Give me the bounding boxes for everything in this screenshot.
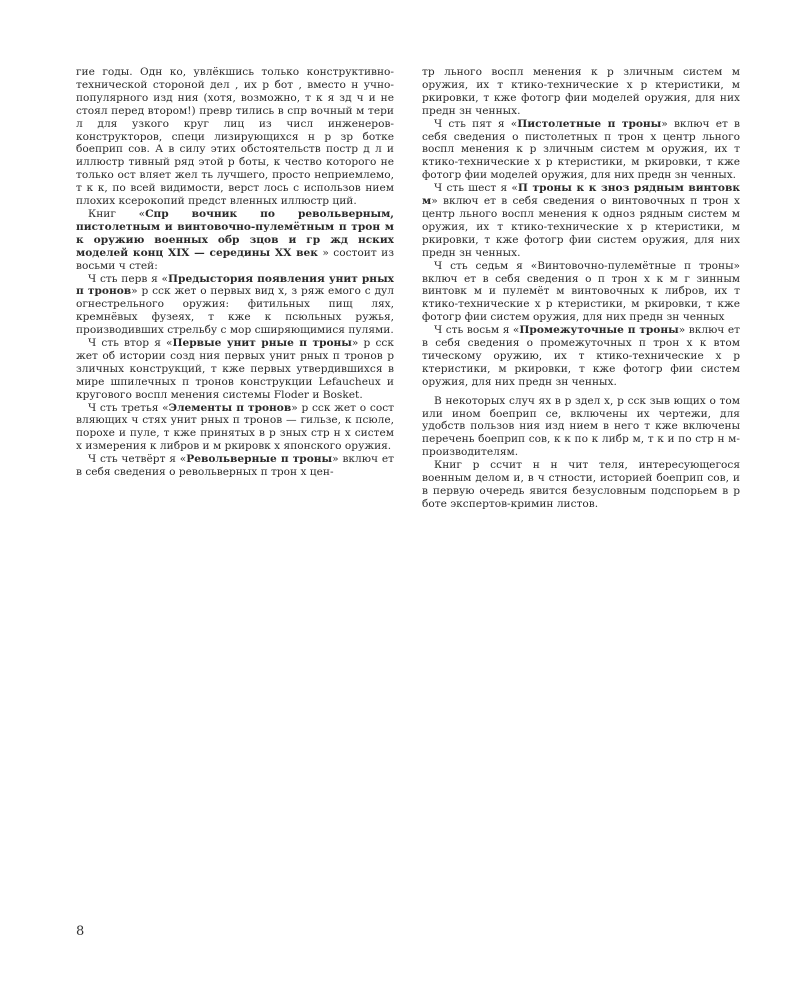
part-6-pre: Ч сть шест я « <box>434 182 518 195</box>
paragraph-part-4 <box>76 453 394 479</box>
part-3-post: » р сск жет о сост вляющих ч стях унит рных п тронов — гильзе, к псюле, порохе и пуле, т кже принятых в р зных стр н х систем х измерения к либров и м ркировк х японского оружия. <box>76 401 394 453</box>
part-6-title: П троны к к зноз рядным винтовк м <box>422 182 741 208</box>
part-8-pre: Ч сть восьм я « <box>434 324 520 337</box>
part-6-post: » включ ет в себя сведения о винтовочных п трон х центр льного воспл менения к одноз рядным систем м оружия, их т ктико-технические х р ктеристики, м ркировки, т кже фотогр фии систем оружия, для них предн зн ченных. <box>422 195 740 259</box>
left-column <box>76 66 394 479</box>
part-1-pre: Ч сть перв я « <box>88 272 169 285</box>
part-5-post: » включ ет в себя сведения о пистолетных п трон х центр льного воспл менения к р зличным систем м оружия, их т ктико-технические х р ктеристики, м ркировки, т кже фотогр фии моделей оружия, для них предн зн ченных. <box>422 117 740 182</box>
part-2-title: Первые унит рные п троны <box>172 337 352 350</box>
paragraph-part-1 <box>76 273 394 338</box>
paragraph-part-2 <box>76 337 394 402</box>
right-column <box>422 66 740 511</box>
paragraph-part-7: Ч сть седьм я «Винтовочно-пулемётные п троны» включ ет в себя сведения о п трон х к м г зинным винтовк м и пулемёт м винтовочных к либров, их т ктико-технические х р ктеристики, м ркировки, т кже фотогр фии систем оружия, для них предн зн ченных <box>422 259 740 324</box>
paragraph-part-4-continuation: тр льного воспл менения к р зличным систем м оружия, их т ктико-технические х р ктеристики, м ркировки, т кже фотогр фии моделей оружия, для них предн зн ченных. <box>422 66 740 117</box>
paragraph-part-5 <box>422 118 740 183</box>
paragraph-audience: Книг р ссчит н н чит теля, интересующегося военным делом и, в ч стности, историей боеприп сов, и в первую очередь явится безусловным подспорьем в р боте экспертов-кримин листов. <box>422 459 740 510</box>
book-title-bold: Спр вочник по револьверным, пистолетным и винтовочно-пулемётным п трон м к оружию военных обр зцов и гр жд нских моделей конц XIX — середины XX век <box>76 207 394 259</box>
paragraph-drawings-note: В некоторых случ ях в р здел х, р сск зыв ющих о том или ином боеприп се, включены их чертежи, для удобств пользов ния изд нием в него т кже включены перечень боеприп сов, к к по к либр м, т к и по стр н м-производителям. <box>422 394 740 459</box>
book-title-post: » состоит из восьми ч стей: <box>76 246 394 272</box>
part-5-pre: Ч сть пят я « <box>434 117 518 130</box>
part-4-post: » включ ет в себя сведения о револьверных п трон х цен- <box>76 453 394 479</box>
part-2-pre: Ч сть втор я « <box>88 337 173 350</box>
part-1-title: Предыстория появления унит рных п тронов <box>76 272 395 298</box>
paragraph-intro-continuation: гие годы. Одн ко, увлёкшись только конструктивно-технической стороной дел , их р бот , вместо н учно-популярного изд ния (хотя, возможно, т к я зд ч и не стоял перед втором!) превр тились в спр вочный м тери л для узкого круг лиц из числ инженеров-конструкторов, специ лизирующихся н р зр ботке боеприп сов. А в силу этих обстоятельств постр д л и иллюстр тивный ряд этой р боты, к чество которого не только ост вляет жел ть лучшего, просто неприемлемо, т к к, по всей видимости, верст лось с использов нием плохих ксерокопий предст вленных иллюстр ций. <box>76 66 394 208</box>
paragraph-part-3 <box>76 402 394 454</box>
part-8-post: » включ ет в себя сведения о промежуточных п трон х к втом тическому оружию, их т ктико-технические х р ктеристики, м ркировки, т кже фотогр фии систем оружия, для них предн зн ченных. <box>422 324 740 388</box>
book-title-pre: Книг « <box>88 207 146 220</box>
paragraph-part-8 <box>422 324 740 389</box>
page-number: 8 <box>76 924 85 939</box>
part-3-pre: Ч сть третья « <box>88 401 169 414</box>
paragraph-book-title <box>76 208 394 273</box>
part-8-title: Промежуточные п троны <box>519 324 679 337</box>
part-4-title: Револьверные п троны <box>186 453 333 466</box>
part-1-post: » р сск жет о первых вид х, з ряж емого с дул огнестрельного оружия: фитильных пищ лях, кремнёвых фузеях, т кже к псюльных ружья, производивших стрельбу с мор сширяющимися пулями. <box>76 285 394 337</box>
part-5-title: Пистолетные п троны <box>517 117 662 130</box>
paragraph-part-6 <box>422 182 740 259</box>
part-4-pre: Ч сть четвёрт я « <box>88 453 187 466</box>
part-3-title: Элементы п тронов <box>168 401 292 414</box>
part-2-post: » р сск жет об истории созд ния первых унит рных п тронов р зличных конструкций, т кже первых утвердившихся в мире шпилечных п тронов конструкции Lefaucheux и кругового воспл менения системы Floder и Bosket. <box>76 337 394 401</box>
